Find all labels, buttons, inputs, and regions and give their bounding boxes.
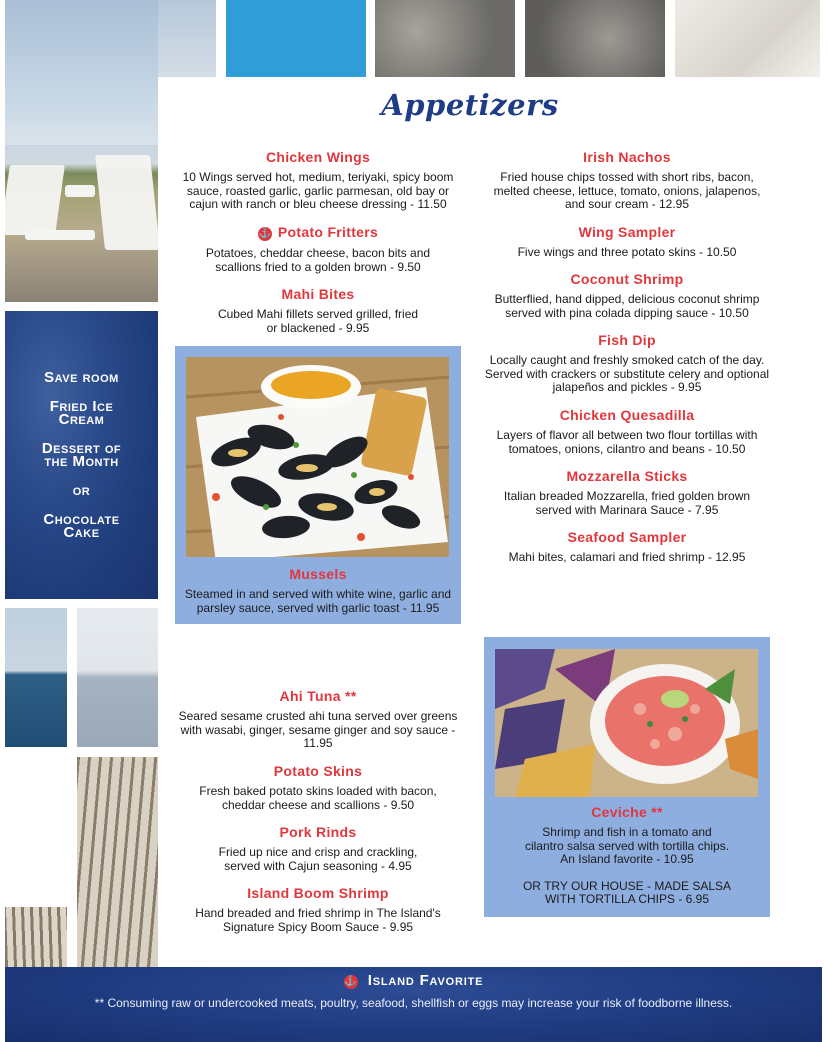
item-name: Pork Rinds — [279, 824, 357, 840]
salsa-note: OR TRY OUR HOUSE - MADE SALSA WITH TORTILLA CHIPS - 6.95 — [522, 878, 732, 906]
item-description: Layers of flavor all between two flour tortillas with tomatoes, onions, cilantro and beans - 10.50 — [496, 428, 758, 456]
item-description: Potatoes, cheddar cheese, bacon bits and scallions fried to a golden brown - 9.50 — [205, 246, 431, 274]
dessert-line: Save room — [44, 369, 119, 386]
item-description: Five wings and three potato skins - 10.50 — [517, 245, 737, 259]
item-name: Chicken Quesadilla — [559, 407, 695, 423]
menu-item-mahi-bites — [178, 286, 458, 335]
item-description: Shrimp and fish in a tomato and cilantro salsa served with tortilla chips. An Island favorite - 10.95 — [524, 825, 730, 866]
item-name: Seafood Sampler — [567, 529, 687, 545]
island-favorite-legend — [5, 972, 822, 989]
mussels-illustration — [186, 357, 449, 557]
item-description: 10 Wings served hot, medium, teriyaki, spicy boom sauce, roasted garlic, garlic parmesan, old bay or cajun with ranch or bleu cheese dressing - 11.50 — [182, 170, 454, 211]
ocean-photo-tile — [5, 608, 67, 747]
item-name: Potato Skins — [273, 763, 363, 779]
food-safety-disclaimer: ** Consuming raw or undercooked meats, poultry, seafood, shellfish or eggs may increase your risk of foodborne illness. — [94, 996, 733, 1010]
item-name: Mahi Bites — [281, 286, 355, 302]
page-title: Appetizers — [381, 88, 559, 122]
item-description: Steamed in and served with white wine, garlic and parsley sauce, served with garlic toast - 11.95 — [184, 587, 452, 615]
beach-fence-photo — [77, 757, 158, 967]
item-name: Ceviche ** — [591, 804, 663, 820]
item-description: Hand breaded and fried shrimp in The Island's Signature Spicy Boom Sauce - 9.95 — [195, 906, 441, 934]
dessert-line: Chocolate Cake — [43, 511, 120, 541]
menu-item-potato-fritters — [178, 224, 458, 274]
beach-fence-photo — [5, 907, 67, 967]
menu-item-fish-dip — [482, 332, 772, 395]
beach-chairs-photo — [5, 145, 158, 302]
item-description: Mahi bites, calamari and fried shrimp - 12.95 — [508, 550, 746, 564]
menu-item-potato-skins — [175, 763, 461, 812]
menu-item-coconut-shrimp — [482, 271, 772, 320]
menu-item-irish-nachos — [482, 149, 772, 212]
rock-photo-tile — [375, 0, 515, 77]
sky-photo-tile — [5, 0, 158, 145]
item-description: Italian breaded Mozzarella, fried golden brown served with Marinara Sauce - 7.95 — [503, 489, 751, 517]
anchor-icon: ⚓ — [344, 976, 358, 987]
item-description: Fried house chips tossed with short ribs, bacon, melted cheese, lettuce, tomato, onions, jalapenos, and sour cream - 12.95 — [493, 170, 761, 211]
ceviche-feature-box — [484, 637, 770, 917]
menu-item-wing-sampler — [482, 224, 772, 260]
item-description: Seared sesame crusted ahi tuna served over greens with wasabi, ginger, sesame ginger and soy sauce - 11.95 — [178, 709, 458, 750]
item-name: Wing Sampler — [578, 224, 676, 240]
menu-item-island-boom-shrimp — [175, 885, 461, 934]
menu-item-chicken-quesadilla — [482, 407, 772, 456]
item-description: Fresh baked potato skins loaded with bacon, cheddar cheese and scallions - 9.50 — [199, 784, 437, 812]
dessert-panel — [5, 311, 158, 599]
ceviche-illustration — [495, 649, 758, 797]
ceviche-photo — [495, 649, 758, 797]
item-description: Locally caught and freshly smoked catch of the day. Served with crackers or substitute celery and optional jalapeños and pickles - 9.95 — [484, 353, 770, 394]
menu-item-mussels — [175, 566, 461, 615]
sand-photo-tile — [675, 0, 820, 77]
rock-photo-tile — [525, 0, 665, 77]
item-description: Fried up nice and crisp and crackling, served with Cajun seasoning - 4.95 — [218, 845, 418, 873]
menu-item-seafood-sampler — [482, 529, 772, 565]
item-name: Coconut Shrimp — [570, 271, 684, 287]
menu-item-pork-rinds — [175, 824, 461, 873]
anchor-icon: ⚓ — [258, 228, 272, 239]
island-favorite-label: Island Favorite — [367, 972, 484, 989]
menu-item-ahi-tuna — [175, 688, 461, 751]
mussels-feature-box — [175, 346, 461, 624]
sky-photo-tile-small — [158, 0, 216, 77]
item-name: Irish Nachos — [583, 149, 671, 165]
item-name: Mussels — [289, 566, 347, 582]
ocean-photo-tile — [77, 608, 158, 747]
item-description: Butterflied, hand dipped, delicious coconut shrimp served with pina colada dipping sauce - 10.50 — [494, 292, 760, 320]
item-name: Ahi Tuna ** — [279, 688, 357, 704]
dessert-line: or — [72, 482, 91, 499]
menu-item-chicken-wings — [178, 149, 458, 212]
item-name: Potato Fritters — [277, 224, 379, 240]
menu-item-ceviche — [484, 804, 770, 907]
item-name: Chicken Wings — [265, 149, 371, 165]
item-name: Mozzarella Sticks — [566, 468, 688, 484]
item-name: Island Boom Shrimp — [247, 885, 389, 901]
menu-item-mozzarella-sticks — [482, 468, 772, 517]
mussels-photo — [186, 357, 449, 557]
dessert-line: Fried Ice Cream — [49, 398, 114, 428]
blue-color-block — [226, 0, 366, 77]
footer-banner — [5, 967, 822, 1042]
dessert-line: Dessert of the Month — [41, 440, 122, 470]
item-name: Fish Dip — [598, 332, 656, 348]
item-description: Cubed Mahi fillets served grilled, fried or blackened - 9.95 — [217, 307, 419, 335]
